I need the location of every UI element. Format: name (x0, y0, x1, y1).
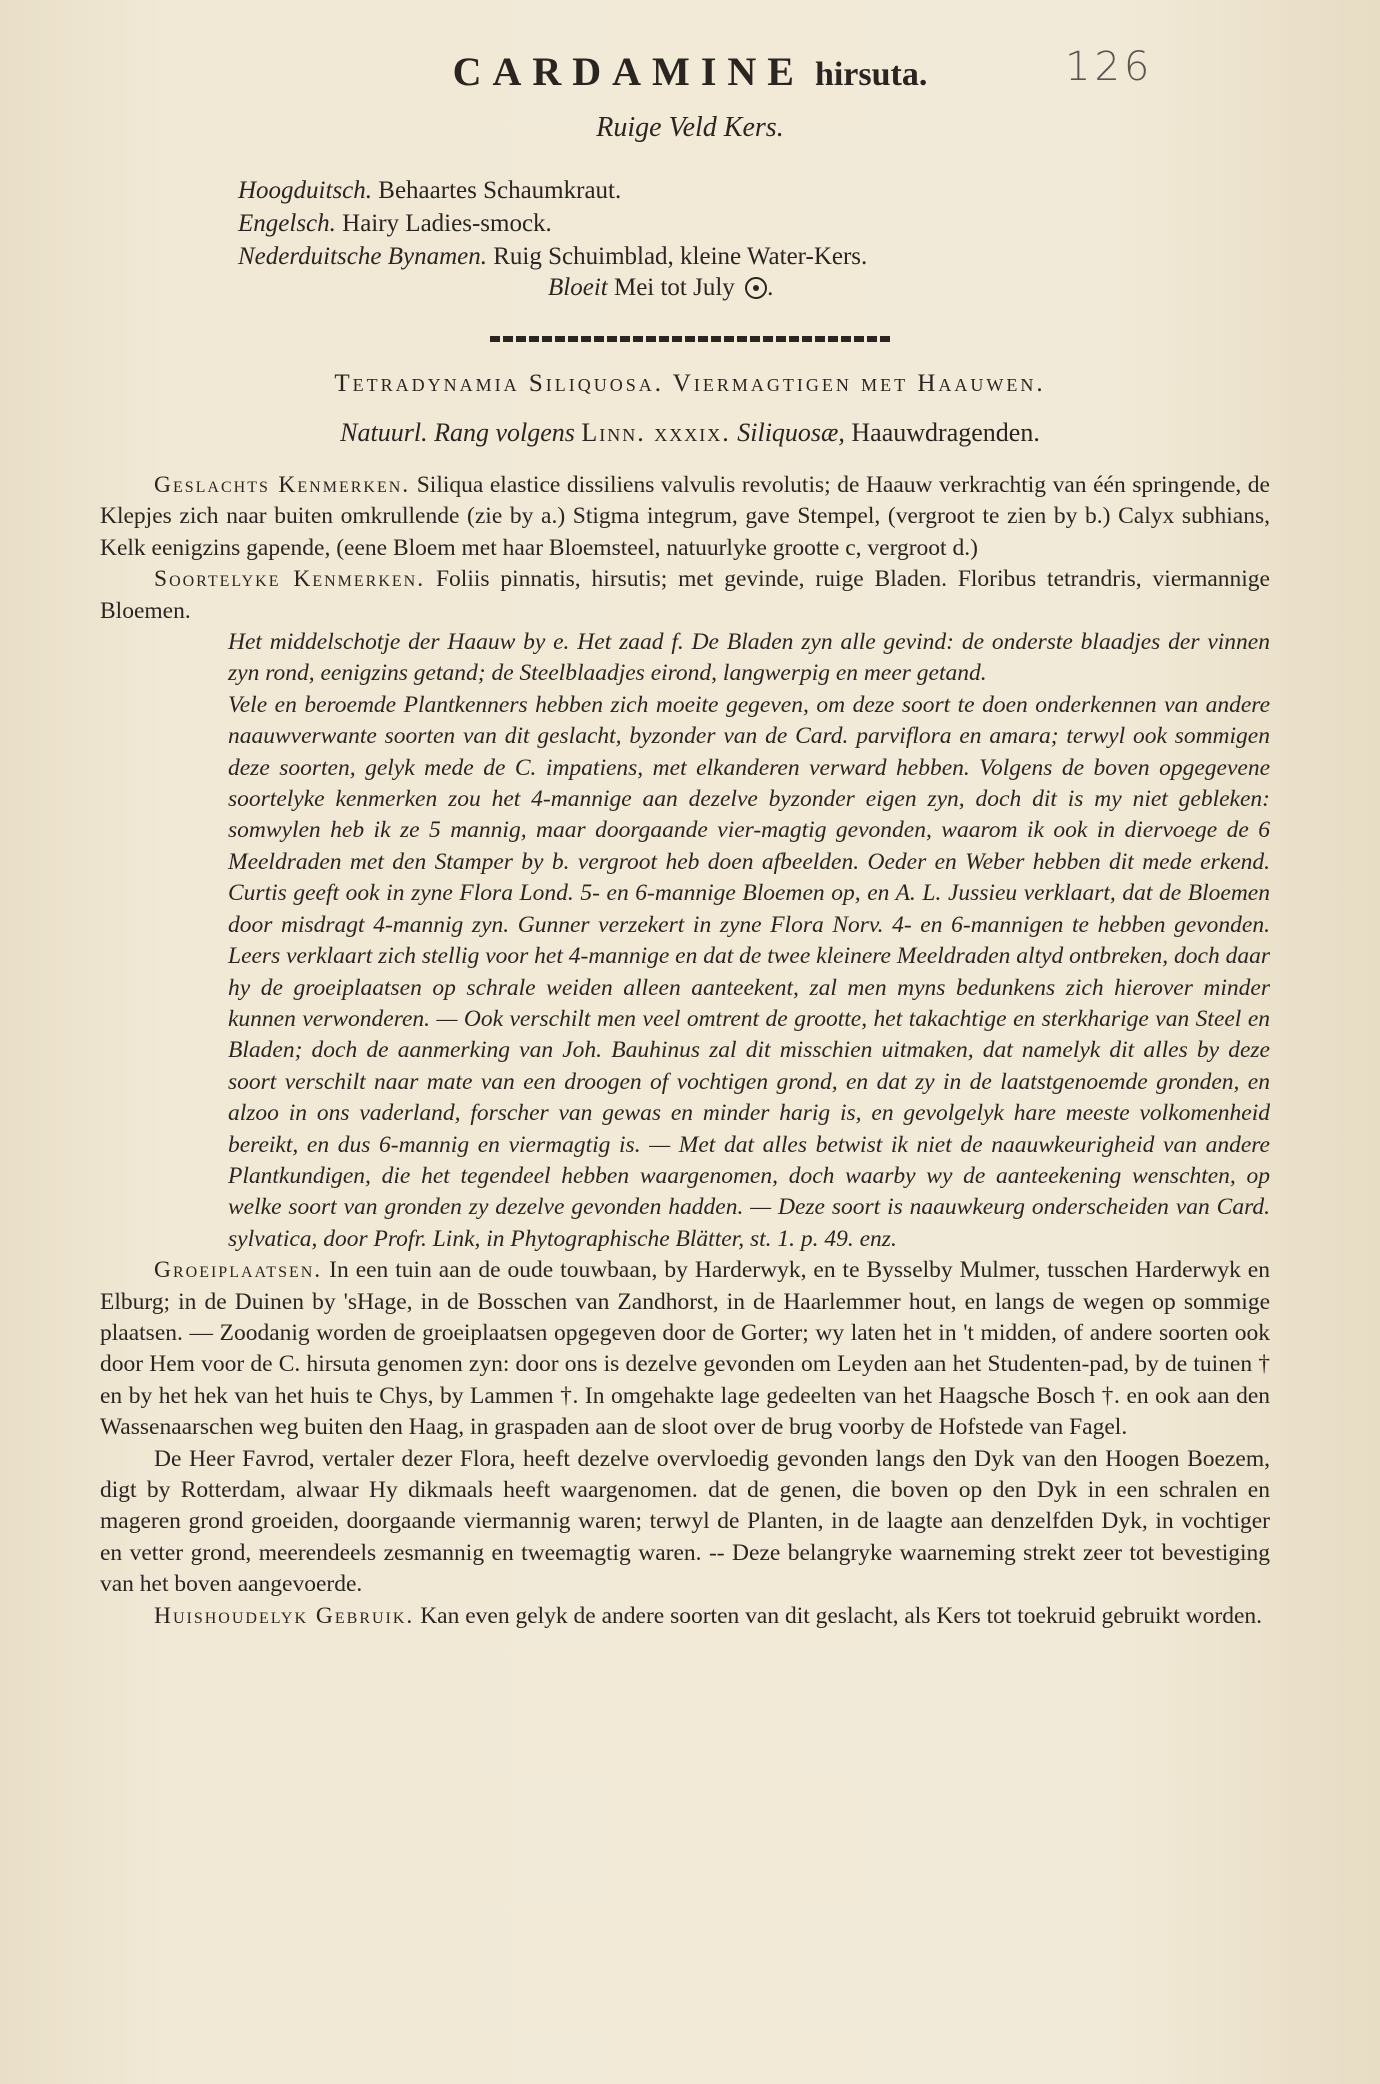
rank-dutch: Haauwdragenden. (851, 418, 1040, 447)
rank-prefix: Natuurl. Rang volgens (340, 418, 575, 447)
species-characters-heading: Soortelyke Kenmerken. (154, 566, 426, 593)
english-value: Hairy Ladies-smock. (342, 210, 552, 237)
habitats-heading: Groeiplaatsen. (154, 1257, 323, 1284)
linnaean-class: Tetradynamia Siliquosa. Viermagtigen met Haauwen. (334, 370, 1046, 397)
flowering-period: Bloeit Mei tot July . (548, 274, 774, 301)
genus-characters (100, 470, 1270, 564)
annual-circle-icon (745, 277, 767, 299)
household-use-text: Kan even gelyk de andere soorten van dit geslacht, als Kers tot toekruid gebruikt worden. (420, 1602, 1263, 1629)
english-name-row (238, 207, 867, 240)
flowering-value: Mei tot July (613, 274, 735, 301)
ornamental-divider (490, 336, 890, 342)
household-use-heading: Huishoudelyk Gebruik. (154, 1602, 415, 1629)
species-name: hirsuta. (814, 56, 928, 93)
description-body (100, 470, 1270, 1632)
genus-characters-heading: Geslachts Kenmerken. (154, 472, 411, 498)
flowering-label: Bloeit (548, 274, 608, 301)
note-stamen-discussion: Vele en beroemde Plantkenners hebben zich moeite gegeven, om deze soort te doen onderkennen van andere naauwverwante soorten van dit geslacht, byzonder van de Card. parviflora en amara; terwyl ook sommigen deze soorten, gelyk mede de C. impatiens, met elkanderen verward hebben. Volgens de boven opgegevene soortelyke kenmerken zou het 4-mannige aan dezelve byzonder eigen zyn, doch dit is my niet gebleken: somwylen heb ik ze 5 mannig, maar doorgaande vier-magtig gevonden, waarom ik ook in diervoege de 6 Meeldraden met den Stamper by b. vergroot heb doen afbeelden. Oeder en Weber hebben dit mede erkend. Curtis geeft ook in zyne Flora Lond. 5- en 6-mannige Bloemen op, en A. L. Jussieu verklaart, dat de Bloemen door misdragt 4-mannig zyn. Gunner verzekert in zyne Flora Norv. 4- en 6-mannigen te hebben gevonden. Leers verklaart zich stellig voor het 4-mannige en dat de twee kleinere Meeldraden altyd ontbreken, doch daar hy de groeiplaatsen op schrale weiden alleen aanteekent, zal men myns bedunkens zich hierover minder kunnen verwonderen. — Ook verschilt men veel omtrent de grootte, het takachtige en sterkharige van Steel en Bladen; doch de aanmerking van Joh. Bauhinus zal dit misschien uitmaken, dat namelyk dit alles by deze soort verschilt naar mate van een droogen of vochtigen grond, en dat zy in de laatstgenoemde gronden, en alzoo in ons vaderland, forscher van gewas en minder harig is, en gevolgelyk hare meeste volkomenheid bereikt, en dus 6-mannig en viermagtig is. — Met dat alles betwist ik niet de naauwkeurigheid van andere Plantkundigen, die het tegendeel hebben waargenomen, doch waarby wy de aanteekening wenschten, op welke soort van gronden zy dezelve gevonden hadden. — Deze soort is naauwkeurg onderscheiden van Card. sylvatica, door Profr. Link, in Phytographische Blätter, st. 1. p. 49. enz. (228, 691, 1270, 1252)
genus-characters-text: Siliqua elastice dissiliens valvulis revolutis; de Haauw verkrachtig van één springende, de Klepjes zich naar buiten omkrullende (zie by a.) Stigma integrum, gave Stempel, (vergroot te zien by b.) Calyx subhians, Kelk eenigzins gapende, (eene Bloem met haar Bloemsteel, natuurlyke grootte c, vergroot d.) (100, 472, 1270, 561)
rank-author: Linn. xxxix. (581, 418, 731, 447)
handwritten-page-number: 126 (1065, 44, 1154, 90)
dutch-common-name: Ruige Veld Kers. (596, 112, 784, 143)
german-name-row (238, 174, 867, 207)
favrod-observation: De Heer Favrod, vertaler dezer Flora, heeft dezelve overvloedig gevonden langs den Dyk van den Hoogen Boezem, digt by Rotterdam, alwaar Hy dikmaals heeft waargenomen. dat de genen, die boven op den Dyk in een schralen en mageren grond groeiden, doorgaande viermannig waren; terwyl de Planten, in de laagte aan denzelfden Dyk, in vochtiger en vetter grond, meerendeels zesmannig en tweemagtig waren. -- Deze belangryke waarneming strekt zeer tot bevestiging van het boven aangevoerde. (100, 1445, 1270, 1598)
genus-name: CARDAMINE (452, 49, 805, 94)
dutch-label: Nederduitsche Bynamen. (238, 243, 487, 270)
habitats-text: In een tuin aan de oude touwbaan, by Harderwyk, en te Bysselby Mulmer, tusschen Harderwyk en Elburg; in de Duinen by 'sHage, in de Bosschen van Zandhorst, in de Haarlemmer hout, en langs de wegen op sommige plaatsen. — Zoodanig worden de groeiplaatsen opgegeven door de Gorter; wy laten het in 't midden, of andere soorten ook door Hem voor de C. hirsuta genomen zyn: door ons is dezelve gevonden om Leyden aan het Studenten-pad, by de tuinen † en by het hek van het huis te Chys, by Lammen †. In omgehakte lage gedeelten van het Haagsche Bosch †. en ook aan den Wassenaarschen weg buiten den Haag, in graspaden aan de sloot over de brug voorby de Hofstede van Fagel. (100, 1257, 1270, 1441)
habitats (100, 1255, 1270, 1443)
english-label: Engelsch. (238, 210, 336, 237)
household-use (100, 1601, 1270, 1632)
species-characters (100, 564, 1270, 627)
species-characters-text: Foliis pinnatis, hirsutis; met gevinde, ruige Bladen. Floribus tetrandris, viermannige Bloemen. (100, 566, 1270, 624)
page-title (0, 48, 1380, 95)
dutch-name-row (238, 240, 867, 273)
vernacular-names (238, 174, 867, 273)
german-label: Hoogduitsch. (238, 177, 373, 204)
rank-latin: Siliquosæ, (737, 418, 845, 447)
natural-rank (0, 418, 1380, 448)
note-dividers-and-seed: Het middelschotje der Haauw by e. Het zaad f. De Bladen zyn alle gevind: de onderste blaadjes der vinnen zyn rond, eenigzins getand; de Steelblaadjes eirond, langwerpig en meer getand. (228, 629, 1270, 687)
german-value: Behaartes Schaumkraut. (378, 177, 622, 204)
dutch-value: Ruig Schuimblad, kleine Water-Kers. (493, 243, 868, 270)
